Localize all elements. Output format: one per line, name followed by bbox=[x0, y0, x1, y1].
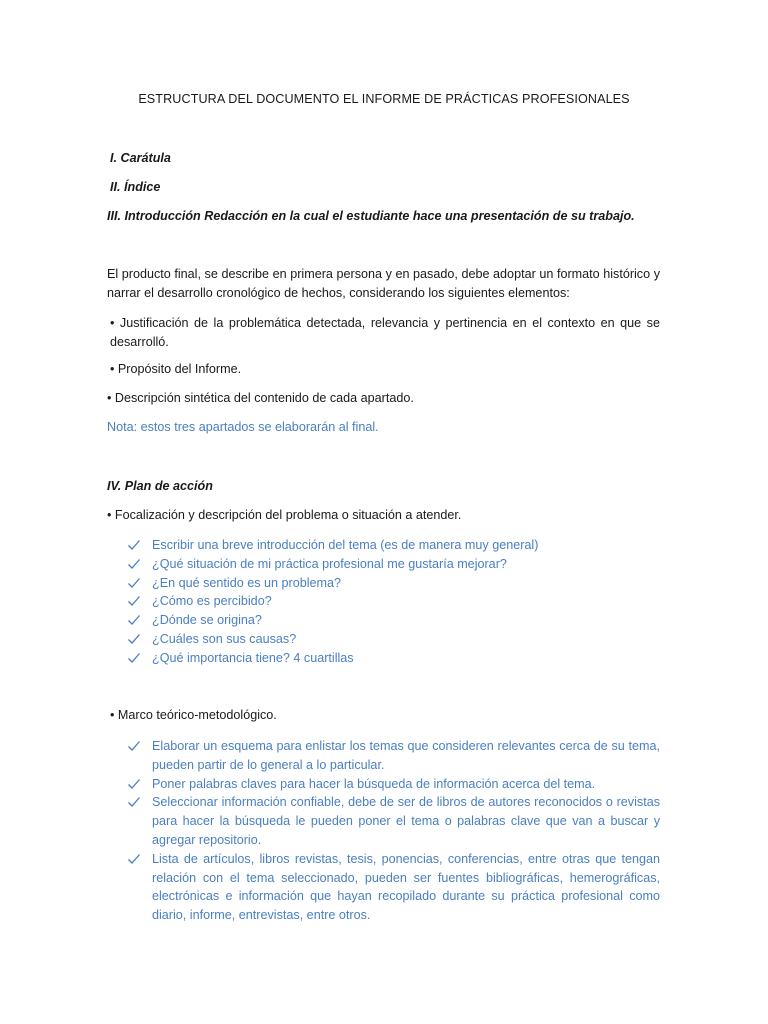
checklist-marco bbox=[127, 737, 660, 925]
checklist-item: Elaborar un esquema para enlistar los temas que consideren relevantes cerca de su tema, pueden partir de lo general a lo particular. bbox=[127, 737, 660, 775]
plan-heading: IV. Plan de acción bbox=[107, 479, 213, 493]
note-text: Nota: estos tres apartados se elaborarán al final. bbox=[107, 420, 379, 434]
checklist-item: Poner palabras claves para hacer la búsqueda de información acerca del tema. bbox=[127, 775, 660, 794]
checklist-item: ¿Qué situación de mi práctica profesional me gustaría mejorar? bbox=[127, 555, 660, 574]
intro-bullet-proposito: • Propósito del Informe. bbox=[110, 362, 242, 376]
checklist-item: ¿Cómo es percibido? bbox=[127, 592, 660, 611]
checkmark-icon bbox=[127, 793, 141, 811]
section-indice: II. Índice bbox=[110, 180, 161, 194]
checklist-focalizacion bbox=[127, 536, 660, 668]
checklist-item: ¿Qué importancia tiene? 4 cuartillas bbox=[127, 649, 660, 668]
checklist-item: ¿En qué sentido es un problema? bbox=[127, 574, 660, 593]
checkmark-icon bbox=[127, 649, 141, 667]
intro-paragraph: El producto final, se describe en primera persona y en pasado, debe adoptar un formato histórico y narrar el desarrollo cronológico de hechos, considerando los siguientes elementos: bbox=[107, 267, 660, 300]
checklist-item: ¿Cuáles son sus causas? bbox=[127, 630, 660, 649]
checkmark-icon bbox=[127, 630, 141, 648]
checkmark-icon bbox=[127, 850, 141, 868]
checklist-item: Lista de artículos, libros revistas, tesis, ponencias, conferencias, entre otras que tengan relación con el tema seleccionado, pueden ser fuentes bibliográficas, hemerográficas, electrónicas e información que hayan recopilado durante su práctica profesional como diario, informe, entrevistas, entre otros. bbox=[127, 850, 660, 925]
checkmark-icon bbox=[127, 611, 141, 629]
section-introduccion: III. Introducción Redacción en la cual el estudiante hace una presentación de su trabajo. bbox=[107, 209, 635, 223]
section-caratula: I. Carátula bbox=[110, 151, 171, 165]
checkmark-icon bbox=[127, 536, 141, 554]
checklist-item: ¿Dónde se origina? bbox=[127, 611, 660, 630]
checkmark-icon bbox=[127, 775, 141, 793]
checkmark-icon bbox=[127, 737, 141, 755]
checkmark-icon bbox=[127, 555, 141, 573]
checkmark-icon bbox=[127, 574, 141, 592]
intro-bullet-justificacion: • Justificación de la problemática detectada, relevancia y pertinencia en el contexto en que se desarrolló. bbox=[110, 316, 660, 349]
checklist-item: Seleccionar información confiable, debe de ser de libros de autores reconocidos o revistas para hacer la búsqueda le pueden poner el tema o palabras clave que van a buscar y agregar repositorio. bbox=[127, 793, 660, 849]
checklist-item: Escribir una breve introducción del tema (es de manera muy general) bbox=[127, 536, 660, 555]
intro-bullet-descripcion: • Descripción sintética del contenido de cada apartado. bbox=[107, 391, 414, 405]
plan-bullet-marco: • Marco teórico-metodológico. bbox=[110, 708, 277, 722]
document-title: ESTRUCTURA DEL DOCUMENTO EL INFORME DE PRÁCTICAS PROFESIONALES bbox=[138, 92, 630, 106]
checkmark-icon bbox=[127, 592, 141, 610]
plan-bullet-focalizacion: • Focalización y descripción del problema o situación a atender. bbox=[107, 508, 462, 522]
